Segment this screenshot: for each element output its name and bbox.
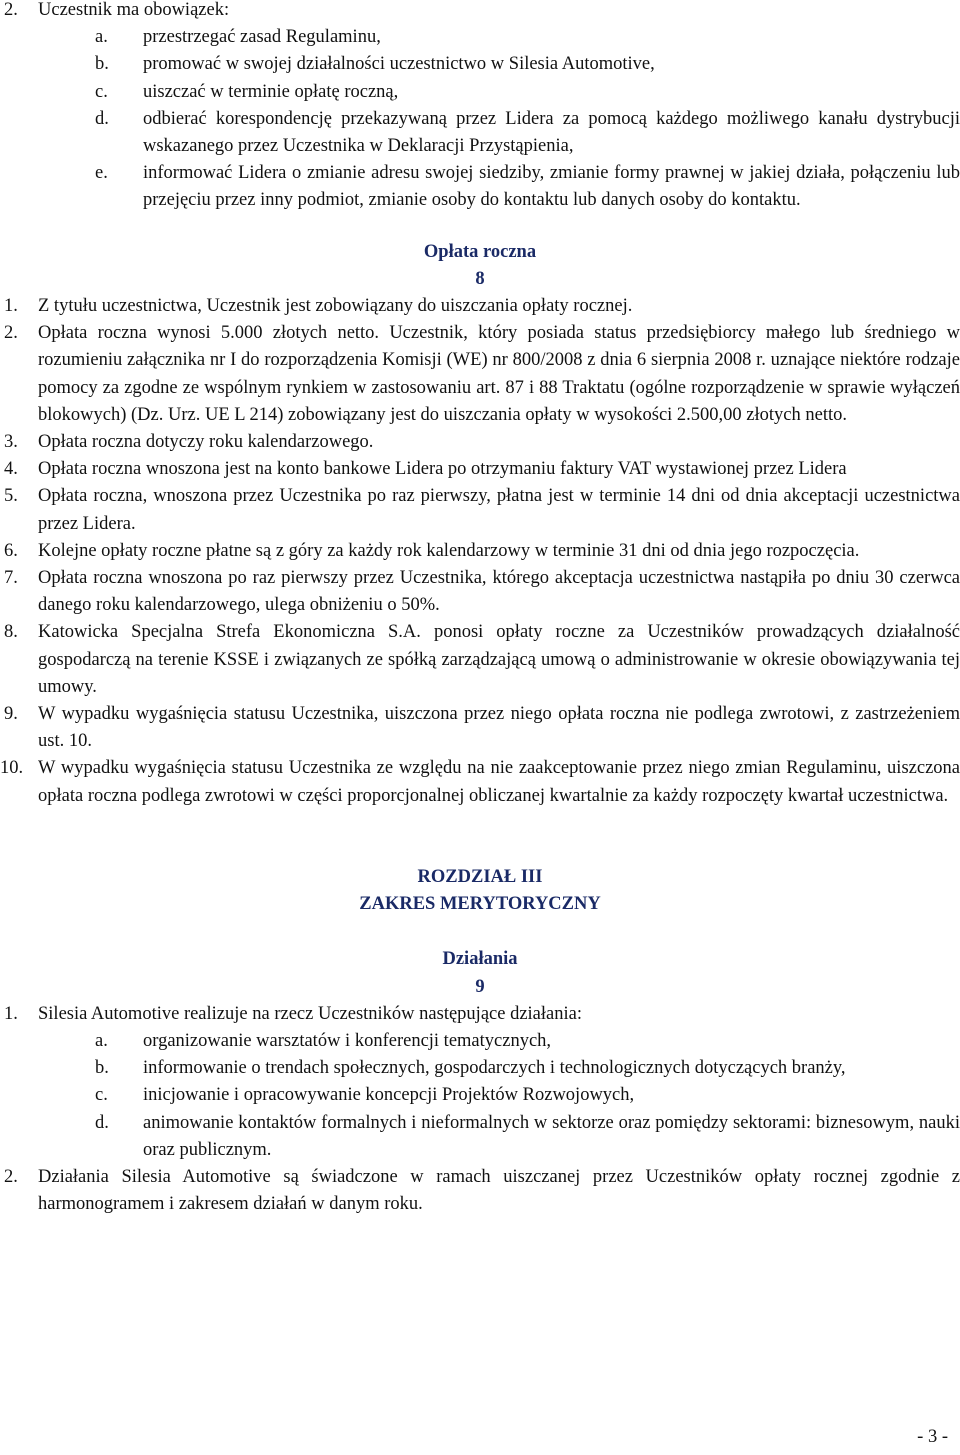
sub-item-text: animowanie kontaktów formalnych i nieformalnych w sektorze oraz pomiędzy sektorami: biznesowym, nauki oraz publicznym. xyxy=(143,1112,960,1160)
fee-item xyxy=(4,483,960,537)
item-number: 3. xyxy=(4,432,18,453)
item-text: Uczestnik ma obowiązek: xyxy=(38,0,230,20)
sub-item-letter: c. xyxy=(95,1085,108,1106)
item-text: Kolejne opłaty roczne płatne są z góry za każdy rok kalendarzowy w terminie 31 dni od dnia jego rozpoczęcia. xyxy=(38,540,860,561)
item-number: 9. xyxy=(4,704,18,725)
sub-item-letter: b. xyxy=(95,1058,109,1079)
sub-item xyxy=(95,1110,960,1164)
sub-item-letter: e. xyxy=(95,163,108,184)
section-title: Opłata roczna xyxy=(423,241,537,262)
item-text: Katowicka Specjalna Strefa Ekonomiczna S.A. ponosi opłaty roczne za Uczestników prowadzących działalność gospodarczą na terenie KSSE i związanych ze spółką zarządzającą umową o administrowanie w okresie obowiązywania tej umowy. xyxy=(38,622,960,697)
sub-item-text: przestrzegać zasad Regulaminu, xyxy=(143,27,381,48)
item-number: 7. xyxy=(4,568,18,589)
fee-item xyxy=(4,320,960,429)
sub-item xyxy=(95,106,960,160)
sub-item xyxy=(95,1028,960,1055)
item-text: Opłata roczna wnoszona jest na konto bankowe Lidera po otrzymaniu faktury VAT wystawionej przez Lidera xyxy=(38,459,847,480)
item-number: 8. xyxy=(4,622,18,643)
fee-item xyxy=(4,538,960,565)
fee-item xyxy=(0,755,960,809)
sub-item-letter: c. xyxy=(95,81,108,102)
item-number: 2. xyxy=(4,323,18,344)
item-text: Silesia Automotive realizuje na rzecz Uczestników następujące działania: xyxy=(38,1003,582,1024)
item-text: Opłata roczna, wnoszona przez Uczestnika po raz pierwszy, płatna jest w terminie 14 dni od dnia akceptacji uczestnictwa przez Lidera. xyxy=(38,486,960,534)
item-number: 4. xyxy=(4,459,18,480)
item-text: W wypadku wygaśnięcia statusu Uczestnika, uiszczona przez niego opłata roczna nie podlega zwrotowi, z zastrzeżeniem ust. 10. xyxy=(38,704,960,752)
sub-item xyxy=(95,160,960,214)
sub-item-text: promować w swojej działalności uczestnictwo w Silesia Automotive, xyxy=(143,54,655,75)
chapter-number: ROZDZIAŁ III xyxy=(417,866,543,887)
item-text: Opłata roczna wynosi 5.000 złotych netto. Uczestnik, który posiada status przedsiębiorcy małego lub średniego w rozumieniu załącznika nr I do rozporządzenia Komisji (WE) nr 800/2008 z dnia 6 sierpnia 2008 r. uznające niektóre rodzaje pomocy za zgodne ze wspólnym rynkiem w zastosowaniu art. 87 i 88 Traktatu (ogólne rozporządzenie w sprawie wyłączeń blokowych) (Dz. Urz. UE L 214) zobowiązany jest do uiszczania opłaty w wysokości 2.500,00 złotych netto. xyxy=(38,323,960,425)
sub-item-text: inicjowanie i opracowywanie koncepcji Projektów Rozwojowych, xyxy=(143,1085,635,1106)
sub-item xyxy=(95,79,960,106)
item-text: Opłata roczna wnoszona po raz pierwszy przez Uczestnika, którego akceptacja uczestnictwa nastąpiła po dniu 30 czerwca danego roku kalendarzowego, ulega obniżeniu o 50%. xyxy=(38,568,960,616)
sub-item xyxy=(95,1082,960,1109)
sub-item-text: informować Lidera o zmianie adresu swojej siedziby, zmianie formy prawnej w jakiej działa, połączeniu lub przejęciu przez inny podmiot, zmianie osoby do kontaktu lub danych osoby do kontaktu. xyxy=(143,163,960,211)
sub-item-letter: d. xyxy=(95,1112,109,1133)
sub-item-letter: a. xyxy=(95,1030,108,1051)
paragraph-symbol: 9 xyxy=(475,976,485,997)
sub-item-letter: d. xyxy=(95,108,109,129)
item-text: Działania Silesia Automotive są świadczone w ramach uiszczanej przez Uczestników opłaty rocznej zgodnie z harmonogramem i zakresem działań w danym roku. xyxy=(38,1166,960,1215)
sub-item xyxy=(95,51,960,78)
sub-item xyxy=(95,24,960,51)
sub-item-letter: b. xyxy=(95,54,109,75)
item-text: W wypadku wygaśnięcia statusu Uczestnika ze względu na nie zaakceptowanie przez niego zmian Regulaminu, uiszczona opłata roczna podlega zwrotowi w części proporcjonalnej obliczanej kwartalnie za każdy rozpoczęty kwartał uczestnictwa. xyxy=(38,758,960,806)
obligations-item xyxy=(4,0,960,24)
sub-item-text: uiszczać w terminie opłatę roczną, xyxy=(143,81,399,102)
paragraph-symbol: 8 xyxy=(475,268,485,289)
fee-item xyxy=(4,456,960,483)
sub-item-letter: a. xyxy=(95,27,108,48)
item-number: 2. xyxy=(4,1166,18,1187)
item-text: Opłata roczna dotyczy roku kalendarzowego. xyxy=(38,432,374,453)
item-number: 2. xyxy=(4,0,18,20)
activities-item xyxy=(4,1001,960,1028)
item-number: 1. xyxy=(4,296,18,317)
sub-item-text: odbierać korespondencję przekazywaną przez Lidera za pomocą każdego możliwego kanału dystrybucji wskazanego przez Uczestnika w Deklaracji Przystąpienia, xyxy=(143,108,960,157)
fee-item xyxy=(4,619,960,701)
item-text: Z tytułu uczestnictwa, Uczestnik jest zobowiązany do uiszczania opłaty rocznej. xyxy=(38,296,633,317)
item-number: 10. xyxy=(0,758,24,779)
section-title: Działania xyxy=(442,949,518,970)
page-number: - 3 - xyxy=(917,1427,948,1447)
fee-item xyxy=(4,565,960,619)
fee-item xyxy=(4,293,960,320)
fee-item xyxy=(4,701,960,755)
sub-item-text: organizowanie warsztatów i konferencji tematycznych, xyxy=(143,1030,552,1051)
item-number: 1. xyxy=(4,1003,18,1024)
chapter-title: ZAKRES MERYTORYCZNY xyxy=(359,894,601,915)
fee-item xyxy=(4,429,960,456)
item-number: 6. xyxy=(4,540,18,561)
item-number: 5. xyxy=(4,486,18,507)
activities-item xyxy=(4,1164,960,1218)
sub-item-text: informowanie o trendach społecznych, gospodarczych i technologicznych dotyczących branży, xyxy=(143,1058,846,1079)
sub-item xyxy=(95,1055,960,1082)
